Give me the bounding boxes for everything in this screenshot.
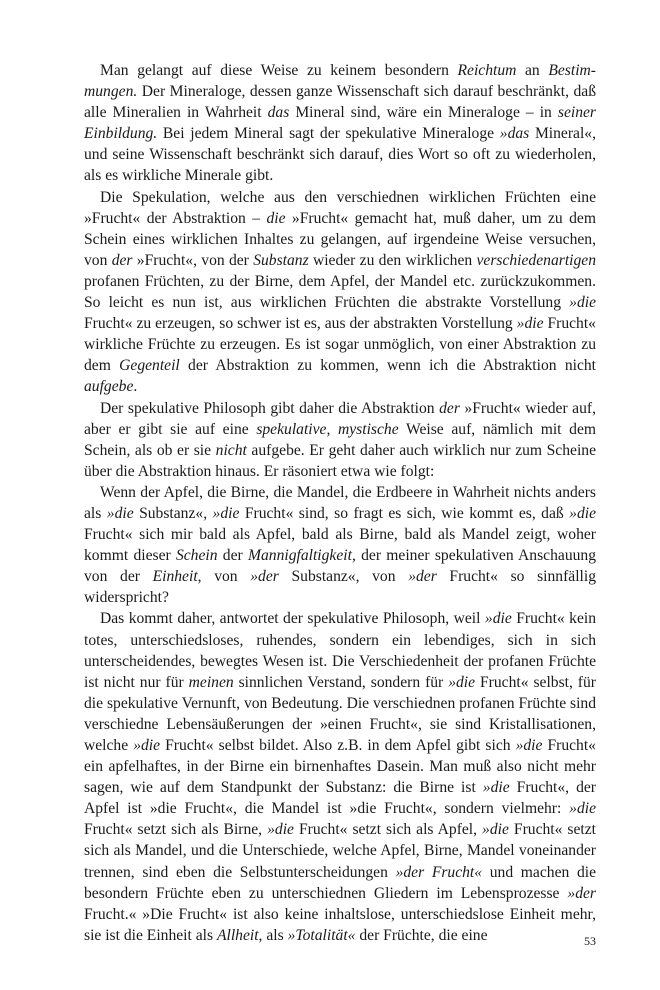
text-run: Frucht« selbst, für die spekulative Vernunft, von Bedeutung. Die verschiednen profanen Früchte sind verschiedne Lebensäußerungen der »einen Frucht«, sie sind Kristallisationen, welche [84, 673, 597, 754]
italic-text: Gegenteil [119, 357, 180, 375]
text-run: der Abstraktion zu kommen, wenn ich die Abstraktion nicht [179, 357, 597, 375]
italic-text: »der [567, 884, 596, 902]
paragraph [84, 398, 596, 482]
text-run: wieder zu den wirklichen [308, 251, 477, 269]
italic-text: der [111, 251, 133, 269]
text-run: Frucht« selbst bildet. Also z.B. in dem Apfel gibt sich [160, 737, 516, 754]
italic-text: aufgebe [84, 378, 134, 396]
text-run: Der Mineraloge, dessen ganze Wissenschaft sich darauf beschränkt, daß alle Mineralien in Wahrheit [84, 83, 596, 122]
italic-text: Mannigfaltigkeit [247, 547, 352, 565]
text-run: Frucht«, der Apfel ist »die Frucht«, die Mandel ist »die Frucht«, sondern vielmehr: [84, 779, 596, 818]
text-run: Frucht« ein apfelhaftes, in der Birne ein birnenhaftes Dasein. Man muß also nicht mehr sagen, wie auf dem Standpunkt der Substanz: die Birne ist [84, 737, 596, 797]
text-run: Substanz«, [133, 504, 213, 522]
italic-text: »der [408, 568, 437, 586]
text-run: Das kommt daher, antwortet der spekulative Philosoph, weil [100, 610, 485, 628]
paragraph [84, 482, 596, 609]
text-run: aufgebe. Er geht daher auch wirklich nur zum Scheine über die Abstraktion hinaus. Er räsoniert etwa wie folgt: [84, 441, 596, 480]
text-run: Substanz«, von [278, 568, 409, 586]
italic-text: »Totalität« [287, 926, 356, 944]
text-run: Bei jedem Mineral sagt der spekulative Mineraloge [157, 125, 500, 143]
italic-text: »die [484, 610, 512, 628]
page-body [84, 60, 596, 946]
text-run: Frucht« zu erzeugen, so schwer ist es, aus der abstrakten Vorstellung [84, 315, 517, 333]
text-run: Mineral sind, wäre ein Mineraloge – in [289, 104, 558, 122]
italic-text: nicht [215, 441, 247, 459]
text-run: sinnlichen Verstand, sondern für [233, 673, 449, 691]
italic-text: Einheit [152, 568, 198, 586]
italic-text: Schein [175, 547, 218, 565]
italic-text: »die [482, 821, 509, 839]
italic-text: »die [515, 737, 543, 754]
text-run: profanen Früchten, zu der Birne, dem Apfel, der Mandel etc. zurückzukommen. So leicht es nun ist, aus wirklichen Früchten die abstrakte Vorstellung [84, 272, 596, 312]
italic-text: »die [569, 800, 596, 818]
text-run: Frucht« kein totes, unterschiedsloses, ruhendes, sondern ein lebendiges, sich in sich unterscheidendes, bewegtes Wesen ist. Die Verschiedenheit der profanen Früchte ist nicht nur für [84, 610, 597, 691]
text-run: der Früchte, die eine [355, 926, 488, 944]
text-run: Wenn der Apfel, die Birne, die Mandel, die Erdbeere in Wahrheit nichts anders als [84, 483, 596, 522]
text-run: , von [197, 568, 251, 586]
text-run: Man gelangt auf diese Weise zu keinem besondern [100, 62, 458, 79]
italic-text: seiner Einbildung. [84, 104, 596, 143]
text-run: Die Spekulation, welche aus den verschiednen wirklichen Früchten eine »Frucht« der Abstraktion – [84, 188, 596, 227]
italic-text: die [266, 209, 286, 227]
italic-text: »die [569, 504, 596, 522]
text-run: . [133, 378, 138, 396]
italic-text: verschiedenartigen [476, 251, 596, 269]
text-run: Frucht.« »Die Frucht« ist also keine inhaltslose, unterschiedslose Einheit mehr, sie ist die Einheit als [84, 905, 596, 944]
italic-text: Reichtum [457, 62, 517, 79]
text-run: »Frucht« wieder auf, aber er gibt sie auf eine [84, 399, 596, 438]
text-run: , als [258, 926, 288, 944]
text-run: Frucht« so sinnfällig widerspricht? [84, 568, 596, 607]
text-run: an [516, 62, 549, 79]
text-run: und machen die besondern Früchte eben zu unterschiednen Gliedern im Lebensprozesse [84, 863, 596, 902]
italic-text: Bestimmungen. [84, 62, 596, 101]
italic-text: spekulative, mystische [256, 420, 399, 438]
italic-text: Substanz [253, 251, 309, 269]
text-run: Frucht« wirkliche Früchte zu erzeugen. Es ist sogar unmöglich, von einer Abstraktion zu dem [84, 315, 596, 375]
italic-text: das [267, 104, 290, 122]
text-run: Frucht« sind, so fragt es sich, wie kommt es, daß [239, 504, 570, 522]
italic-text: meinen [188, 673, 234, 691]
italic-text: »die [516, 315, 544, 333]
italic-text: »die [106, 504, 134, 522]
italic-text: »das [499, 125, 530, 143]
text-run: Frucht« setzt sich als Mandel, und die Unterschiede, welche Apfel, Birne, Mandel voneinander trennen, sind eben die Selbstunterscheidungen [84, 821, 596, 881]
italic-text: »die [267, 821, 294, 839]
text-run: Frucht« sich mir bald als Apfel, bald als Birne, bald als Mandel zeigt, woher kommt dieser [84, 526, 596, 565]
text-run: »Frucht«, von der [132, 251, 254, 269]
paragraph [84, 187, 596, 398]
italic-text: »die [569, 294, 596, 312]
italic-text: Allheit [216, 926, 259, 944]
italic-text: der [439, 399, 460, 417]
text-run: Mineral«, und seine Wissenschaft beschränkt sich darauf, dies Wort so oft zu wiederholen, als es wirkliche Minerale gibt. [84, 125, 596, 185]
text-run: Frucht« setzt sich als Birne, [84, 821, 268, 839]
text-run: »Frucht« gemacht hat, muß daher, um zu dem Schein eines wirklichen Inhaltes zu gelangen, auf irgendeine Weise versuchen, von [84, 209, 596, 269]
page-number: 53 [584, 934, 596, 948]
text-run: der [217, 547, 248, 565]
text-run: Weise auf, nämlich mit dem Schein, als ob er sie [84, 420, 597, 459]
text-run: Der spekulative Philosoph gibt daher die Abstraktion [100, 399, 440, 417]
paragraph [84, 60, 596, 187]
italic-text: »der Frucht« [395, 863, 483, 881]
italic-text: »die [133, 737, 161, 754]
italic-text: »die [448, 673, 476, 691]
italic-text: »die [212, 504, 240, 522]
text-run: Frucht« setzt sich als Apfel, [293, 821, 483, 839]
paragraph [84, 608, 596, 946]
text-run: , der meiner spekulativen Anschauung von der [84, 547, 597, 586]
italic-text: »die [482, 779, 510, 797]
italic-text: »der [250, 568, 279, 586]
